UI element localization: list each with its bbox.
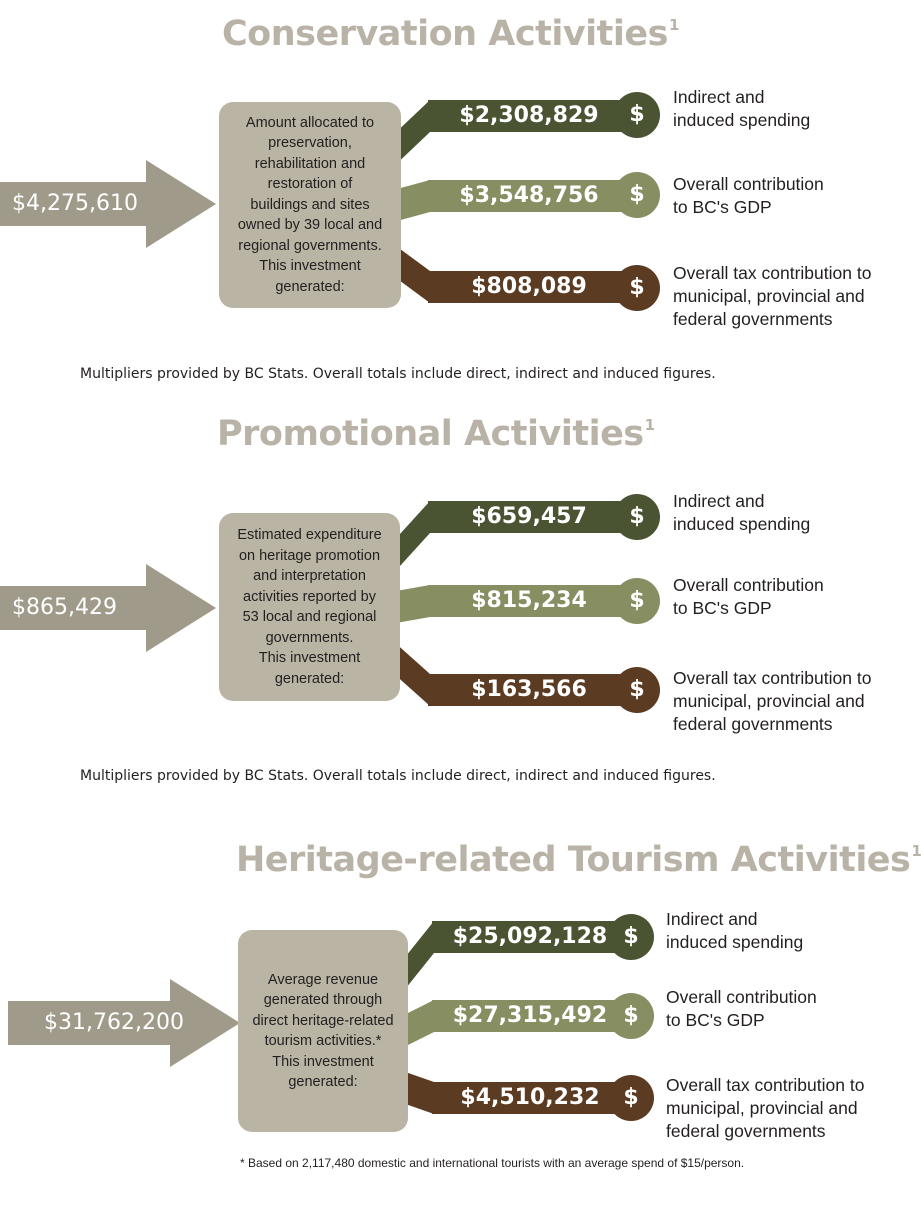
description-line: This investment	[272, 1053, 374, 1070]
description-line: generated:	[288, 1074, 358, 1090]
connector-indirect	[397, 100, 430, 163]
output-label-line: induced spending	[666, 932, 804, 952]
input-amount: $865,429	[12, 595, 117, 620]
dollar-coin-icon: $	[608, 914, 654, 960]
description-line: direct heritage-related	[252, 1012, 394, 1029]
description-line: This investment	[258, 650, 361, 666]
dollar-coin-icon: $	[614, 494, 660, 540]
output-label-line: induced spending	[673, 514, 811, 534]
connector-gdp	[404, 1000, 434, 1047]
output-label-line: Overall tax contribution to	[673, 263, 872, 283]
description-line: regional governments.	[238, 237, 382, 254]
output-label-line: federal governments	[673, 714, 833, 734]
investment-description	[219, 513, 400, 701]
output-label-line: Overall tax contribution to	[673, 668, 872, 688]
output-amount-gdp: $27,315,492	[432, 1000, 628, 1032]
output-label-line: induced spending	[673, 110, 811, 130]
connector-tax	[404, 1072, 434, 1114]
output-label-line: to BC's GDP	[673, 598, 772, 618]
output-label-tax	[673, 667, 871, 736]
dollar-coin-icon: $	[608, 993, 654, 1039]
description-line: preservation,	[268, 135, 352, 152]
dollar-coin-icon: $	[614, 92, 660, 138]
connector-indirect	[396, 501, 430, 570]
description-line: generated through	[263, 992, 383, 1008]
output-amount-indirect: $2,308,829	[428, 100, 630, 132]
footnote-marker: 1	[644, 416, 655, 434]
output-label-tax	[666, 1074, 864, 1143]
description-line: activities reported by	[243, 588, 376, 605]
output-label-line: Overall contribution	[673, 174, 824, 194]
investment-description	[219, 102, 401, 308]
output-label-tax	[673, 262, 871, 331]
output-label-gdp	[666, 986, 817, 1032]
output-label-gdp	[673, 173, 824, 219]
description-line: rehabilitation and	[254, 155, 366, 172]
output-label-line: Overall contribution	[666, 987, 817, 1007]
description-text	[237, 525, 381, 689]
section-title-text: Promotional Activities	[217, 414, 644, 454]
description-text	[252, 970, 393, 1093]
output-amount-gdp: $3,548,756	[428, 180, 630, 212]
section-note: Multipliers provided by BC Stats. Overall totals include direct, indirect and induced figures.	[80, 768, 716, 784]
description-line: on heritage promotion	[238, 547, 381, 564]
footnote-marker: 1	[911, 842, 921, 860]
section-promotional	[0, 404, 888, 784]
description-line: buildings and sites	[250, 196, 370, 213]
output-label-line: to BC's GDP	[673, 197, 772, 217]
connector-indirect	[404, 921, 434, 990]
output-amount-gdp: $815,234	[428, 585, 630, 617]
description-line: and interpretation	[253, 568, 366, 584]
description-line: governments.	[265, 629, 354, 646]
output-label-line: Indirect and	[666, 909, 758, 929]
output-label-line: Indirect and	[673, 87, 765, 107]
footnote-marker: 1	[668, 16, 679, 34]
output-label-gdp	[673, 574, 824, 620]
description-line: 53 local and regional	[242, 609, 377, 625]
description-line: Amount allocated to	[245, 114, 375, 131]
investment-description	[238, 930, 408, 1132]
output-label-line: to BC's GDP	[666, 1010, 765, 1030]
description-line: restoration of	[267, 176, 353, 193]
output-amount-indirect: $25,092,128	[432, 921, 628, 953]
output-label-line: federal governments	[666, 1121, 826, 1141]
output-label-indirect	[666, 908, 803, 954]
output-label-line: municipal, provincial and	[666, 1098, 858, 1118]
dollar-coin-icon: $	[614, 172, 660, 218]
section-tourism	[0, 826, 921, 1206]
connector-tax	[396, 644, 430, 706]
connector-gdp	[396, 585, 430, 623]
output-amount-tax: $163,566	[428, 674, 630, 706]
output-label-line: Overall tax contribution to	[666, 1075, 865, 1095]
description-line: owned by 39 local and	[237, 217, 383, 234]
dollar-coin-icon: $	[614, 265, 660, 311]
output-amount-indirect: $659,457	[428, 501, 630, 533]
output-amount-tax: $808,089	[428, 271, 630, 303]
input-amount: $4,275,610	[12, 191, 138, 216]
output-label-indirect	[673, 86, 810, 132]
description-line: generated:	[275, 278, 345, 295]
section-note: Multipliers provided by BC Stats. Overall totals include direct, indirect and induced figures.	[80, 366, 716, 382]
output-amount-tax: $4,510,232	[432, 1082, 628, 1114]
output-label-indirect	[673, 490, 810, 536]
dollar-coin-icon: $	[608, 1075, 654, 1121]
dollar-coin-icon: $	[614, 667, 660, 713]
description-line: Average revenue	[267, 971, 379, 988]
dollar-coin-icon: $	[614, 578, 660, 624]
description-line: Estimated expenditure	[237, 527, 382, 543]
section-title-text: Heritage-related Tourism Activities	[236, 840, 911, 880]
description-line: tourism activities.*	[264, 1033, 382, 1049]
output-label-line: federal governments	[673, 309, 833, 329]
output-label-line: Overall contribution	[673, 575, 824, 595]
section-conservation	[0, 0, 888, 380]
description-line: generated:	[274, 670, 345, 687]
section-note: * Based on 2,117,480 domestic and international tourists with an average spend of $15/person.	[240, 1156, 745, 1170]
input-amount: $31,762,200	[44, 1010, 184, 1035]
output-label-line: Indirect and	[673, 491, 765, 511]
section-title-text: Conservation Activities	[222, 14, 668, 54]
connector-gdp	[397, 180, 430, 221]
connector-tax	[397, 247, 430, 303]
output-label-line: municipal, provincial and	[673, 691, 865, 711]
description-text	[238, 113, 382, 298]
description-line: This investment	[259, 258, 361, 275]
output-label-line: municipal, provincial and	[673, 286, 865, 306]
